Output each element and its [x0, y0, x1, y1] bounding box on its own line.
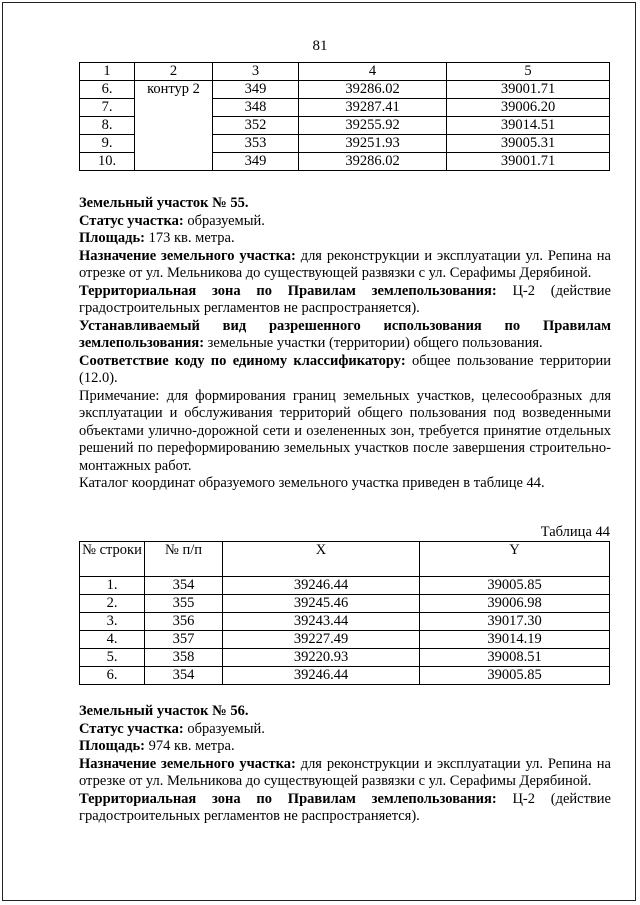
table-cell: 4. — [80, 631, 145, 649]
header-point-number: № п/п — [145, 542, 223, 577]
table-cell: 9. — [80, 135, 135, 153]
table-cell: 5. — [80, 649, 145, 667]
table-cell: 3. — [80, 613, 145, 631]
header-y: Y — [420, 542, 610, 577]
table-row — [80, 667, 610, 685]
page-number: 81 — [312, 38, 328, 54]
table-cell: 354 — [145, 577, 223, 595]
table-row — [80, 577, 610, 595]
purpose-line: Назначение земельного участка: для реконструкции и эксплуатации ул. Репина на отрезке от ул. Мельникова до существующей развязки с ул. Серафимы Дерябиной. — [79, 755, 611, 789]
contour-cell: контур 2 — [135, 81, 213, 171]
table-cell: 39008.51 — [420, 649, 610, 667]
table-cell: 39245.46 — [223, 595, 420, 613]
table-row — [80, 613, 610, 631]
table-cell: 1 — [80, 63, 135, 81]
table-cell: 39246.44 — [223, 577, 420, 595]
table-cell: 352 — [213, 117, 299, 135]
table-header-row — [80, 63, 610, 81]
header-x: X — [223, 542, 420, 577]
table-cell: 1. — [80, 577, 145, 595]
table-cell: 353 — [213, 135, 299, 153]
table-cell: 39246.44 — [223, 667, 420, 685]
table-cell: 3 — [213, 63, 299, 81]
table-cell: 39017.30 — [420, 613, 610, 631]
table-cell: 2. — [80, 595, 145, 613]
table-cell: 39005.31 — [447, 135, 610, 153]
table-cell: 39227.49 — [223, 631, 420, 649]
status-line: Статус участка: образуемый. — [79, 212, 265, 229]
table-cell: 39243.44 — [223, 613, 420, 631]
land-plot-55-section — [79, 195, 611, 493]
table-cell: 10. — [80, 153, 135, 171]
table-row — [80, 81, 610, 99]
permitted-use-line: Устанавливаемый вид разрешенного использования по Правилам землепользования: земельные участки (территории) общего пользования. — [79, 317, 611, 351]
table-cell: 355 — [145, 595, 223, 613]
table-cell: 39006.98 — [420, 595, 610, 613]
table-cell: 4 — [299, 63, 447, 81]
table-cell: 348 — [213, 99, 299, 117]
table-cell: 2 — [135, 63, 213, 81]
table-header-row — [80, 542, 610, 577]
table-cell: 39255.92 — [299, 117, 447, 135]
area-line: Площадь: 974 кв. метра. — [79, 738, 235, 754]
table-cell: 39251.93 — [299, 135, 447, 153]
table-cell: 356 — [145, 613, 223, 631]
table-row — [80, 631, 610, 649]
table-cell: 357 — [145, 631, 223, 649]
table-cell: 354 — [145, 667, 223, 685]
table-row — [80, 595, 610, 613]
table-cell: 349 — [213, 153, 299, 171]
table-cell: 39001.71 — [447, 153, 610, 171]
table-cell: 6. — [80, 81, 135, 99]
section-title: Земельный участок № 55. — [79, 195, 249, 211]
table-cell: 39006.20 — [447, 99, 610, 117]
table-row — [80, 649, 610, 667]
table-cell: 6. — [80, 667, 145, 685]
classifier-code-line: Соответствие коду по единому классификатору: общее пользование территории (12.0). — [79, 352, 611, 386]
zone-line: Территориальная зона по Правилам землепользования: Ц-2 (действие градостроительных регламентов не распространяется). — [79, 790, 611, 824]
coordinates-table-44 — [79, 541, 610, 685]
zone-line: Территориальная зона по Правилам землепользования: Ц-2 (действие градостроительных регламентов не распространяется). — [79, 282, 611, 316]
table-cell: 39286.02 — [299, 81, 447, 99]
table-cell: 39001.71 — [447, 81, 610, 99]
table-cell: 8. — [80, 117, 135, 135]
table-cell: 5 — [447, 63, 610, 81]
section-title: Земельный участок № 56. — [79, 703, 249, 719]
coordinates-table-continued — [79, 62, 610, 171]
catalog-line: Каталог координат образуемого земельного участка приведен в таблице 44. — [79, 475, 545, 491]
purpose-line: Назначение земельного участка: для реконструкции и эксплуатации ул. Репина на отрезке от ул. Мельникова до существующей развязки с ул. Серафимы Дерябиной. — [79, 247, 611, 281]
area-line: Площадь: 173 кв. метра. — [79, 230, 235, 246]
table-cell: 39005.85 — [420, 577, 610, 595]
table-cell: 349 — [213, 81, 299, 99]
table-cell: 39220.93 — [223, 649, 420, 667]
table-cell: 39014.19 — [420, 631, 610, 649]
status-line: Статус участка: образуемый. — [79, 720, 265, 737]
table-cell: 7. — [80, 99, 135, 117]
table-cell: 39005.85 — [420, 667, 610, 685]
table-cell: 39286.02 — [299, 153, 447, 171]
note-paragraph: Примечание: для формирования границ земельных участков, целесообразных для эксплуатации и обслуживания территорий общего пользования под возведенными объектами улично-дорожной сети и озелененных зон, требуется принятие отдельных решений по переформированию земельных участков после завершения строительно-монтажных работ. — [79, 387, 611, 474]
table-cell: 358 — [145, 649, 223, 667]
table-cell: 39287.41 — [299, 99, 447, 117]
land-plot-56-section — [79, 703, 611, 826]
table-caption: Таблица 44 — [540, 524, 610, 540]
table-cell: 39014.51 — [447, 117, 610, 135]
header-row-number: № строки — [80, 542, 145, 577]
